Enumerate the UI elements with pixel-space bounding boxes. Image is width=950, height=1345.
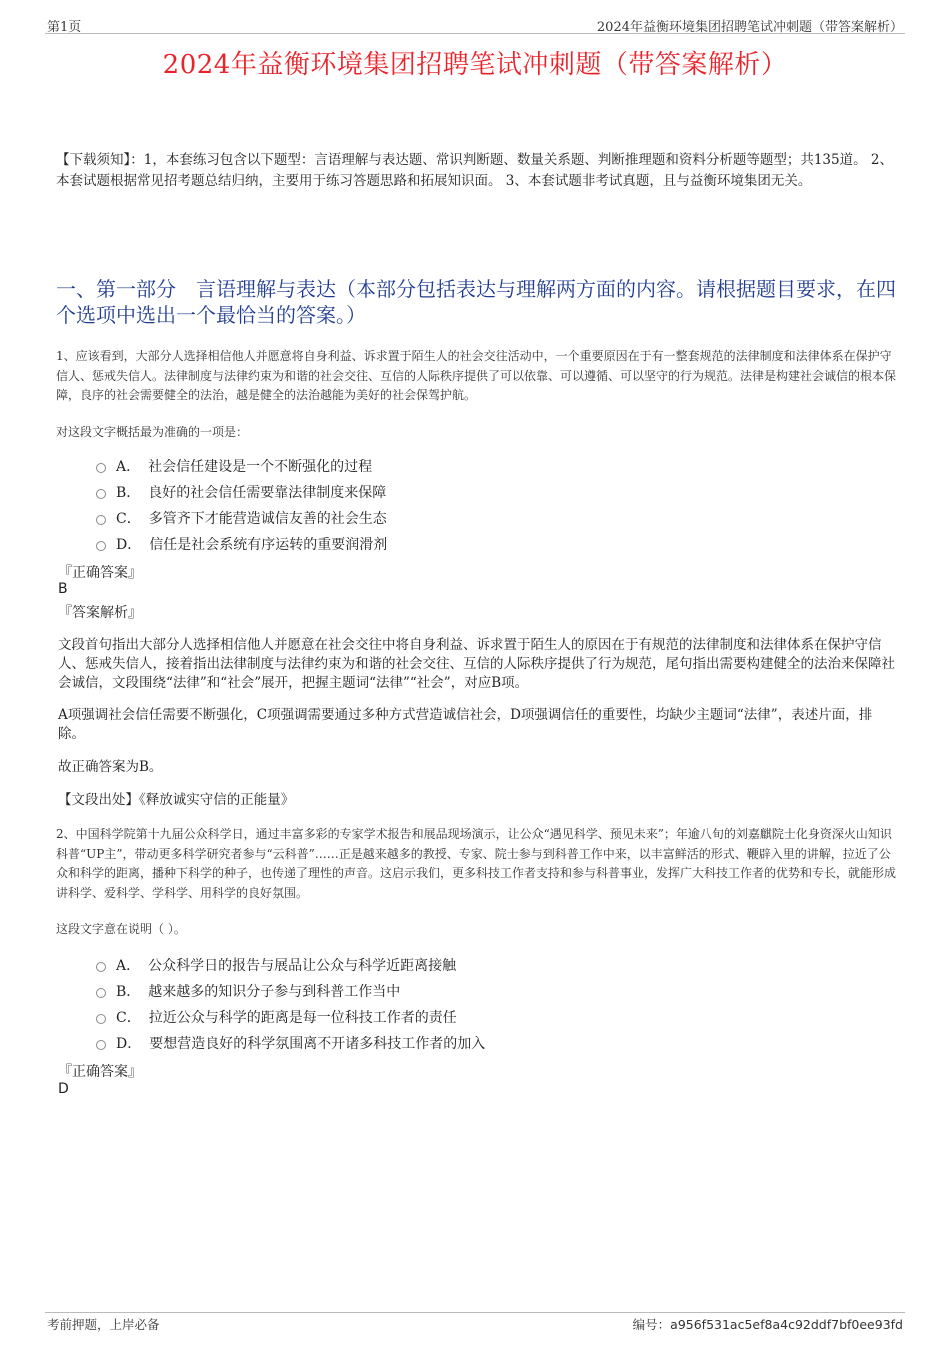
footer-divider bbox=[45, 1312, 905, 1313]
radio-icon[interactable] bbox=[96, 1014, 106, 1024]
header-page-number: 第1页 bbox=[47, 20, 82, 35]
radio-icon[interactable] bbox=[96, 463, 106, 473]
option-text: 多管齐下才能营造诚信友善的社会生态 bbox=[148, 511, 387, 527]
question-1-option-d[interactable] bbox=[96, 531, 896, 557]
header-divider bbox=[45, 33, 905, 34]
option-letter: C． bbox=[116, 511, 141, 527]
option-letter: A． bbox=[116, 459, 141, 475]
footer-code bbox=[633, 1315, 903, 1333]
option-letter: A． bbox=[116, 958, 141, 974]
question-1-analysis-label: 『答案解析』 bbox=[58, 605, 142, 621]
option-text: 越来越多的知识分子参与到科普工作当中 bbox=[148, 984, 401, 1000]
question-2-option-a[interactable] bbox=[96, 952, 896, 978]
option-letter: D． bbox=[116, 537, 142, 553]
option-letter: C． bbox=[116, 1010, 141, 1026]
question-1-option-c[interactable] bbox=[96, 505, 896, 531]
question-2-answer-label: 『正确答案』 bbox=[58, 1064, 142, 1080]
download-notice: 【下载须知】：1，本套练习包含以下题型：言语理解与表达题、常识判断题、数量关系题、判断推理题和资料分析题等题型；共135道。 2、本套试题根据常见招考题总结归纳，主要用于练习答题思路和拓展知识面。 3、本套试题非考试真题，且与益衡环境集团无关。 bbox=[56, 152, 893, 189]
radio-icon[interactable] bbox=[96, 988, 106, 998]
question-2-options bbox=[96, 952, 896, 1056]
option-text: 要想营造良好的科学氛围离不开诸多科技工作者的加入 bbox=[149, 1036, 486, 1052]
option-text: 良好的社会信任需要靠法律制度来保障 bbox=[148, 485, 387, 501]
option-text: 社会信任建设是一个不断强化的过程 bbox=[148, 459, 373, 475]
question-1-option-a[interactable] bbox=[96, 453, 896, 479]
question-2-prompt: 这段文字意在说明（ ）。 bbox=[56, 922, 186, 936]
footer-slogan: 考前押题，上岸必备 bbox=[47, 1317, 160, 1332]
radio-icon[interactable] bbox=[96, 1040, 106, 1050]
question-2-option-d[interactable] bbox=[96, 1030, 896, 1056]
radio-icon[interactable] bbox=[96, 541, 106, 551]
question-2-text: 2、中国科学院第十九届公众科学日，通过丰富多彩的专家学术报告和展品现场演示，让公众“遇见科学、预见未来”；年逾八旬的刘嘉麒院士化身资深火山知识科普“UP主”，带动更多科学研究者参与“云科普”……正是越来越多的教授、专家、院士参与到科普工作中来，以丰富鲜活的形式、鞭辟入里的讲解，拉近了公众和科学的距离，播种下科学的种子，也传递了理性的声音。这启示我们，更多科技工作者支持和参与科普事业，发挥广大科技工作者的优势和专长，就能形成讲科学、爱科学、学科学、用科学的良好氛围。 bbox=[56, 827, 897, 900]
question-2-answer: D bbox=[58, 1081, 69, 1097]
question-1-answer: B bbox=[58, 581, 68, 597]
header-doc-title: 2024年益衡环境集团招聘笔试冲刺题（带答案解析） bbox=[596, 20, 903, 35]
question-1-option-b[interactable] bbox=[96, 479, 896, 505]
footer-code-label: 编号： bbox=[632, 1317, 671, 1332]
question-1-prompt: 对这段文字概括最为准确的一项是： bbox=[56, 425, 249, 439]
radio-icon[interactable] bbox=[96, 962, 106, 972]
question-2-option-b[interactable] bbox=[96, 978, 896, 1004]
option-text: 拉近公众与科学的距离是每一位科技工作者的责任 bbox=[148, 1010, 457, 1026]
option-letter: D． bbox=[116, 1036, 142, 1052]
radio-icon[interactable] bbox=[96, 489, 106, 499]
question-2-option-c[interactable] bbox=[96, 1004, 896, 1030]
question-1-text: 1、应该看到，大部分人选择相信他人并愿意将自身利益、诉求置于陌生人的社会交往活动中，一个重要原因在于有一整套规范的法律制度和法律体系在保护守信人、惩戒失信人。法律制度与法律约束为和谐的社会交往、互信的人际秩序提供了可以依靠、可以遵循、可以坚守的行为规范。法律是构建社会诚信的根本保障，良序的社会需要健全的法治，越是健全的法治越能为美好的社会保驾护航。 bbox=[56, 349, 897, 402]
option-letter: B． bbox=[116, 984, 141, 1000]
footer-code-value: a956f531ac5ef8a4c92ddf7bf0ee93fd bbox=[670, 1317, 903, 1332]
question-1-analysis-paragraph-1: 文段首句指出大部分人选择相信他人并愿意在社会交往中将自身利益、诉求置于陌生人的原因在于有规范的法律制度和法律体系在保护守信人、惩戒失信人，接着指出法律制度与法律约束为和谐的社会交往、互信的人际秩序提供了行为规范，尾句指出需要构建健全的法治来保障社会诚信，文段围绕“法律”和“社会”展开，把握主题词“法律”“社会”，对应B项。 bbox=[58, 637, 895, 691]
question-1-options bbox=[96, 453, 896, 557]
page-title: 2024年益衡环境集团招聘笔试冲刺题（带答案解析） bbox=[162, 50, 788, 80]
option-text: 信任是社会系统有序运转的重要润滑剂 bbox=[149, 537, 388, 553]
question-1-answer-label: 『正确答案』 bbox=[58, 565, 142, 581]
section-title: 一、第一部分 言语理解与表达（本部分包括表达与理解两方面的内容。请根据题目要求，在四个选项中选出一个最恰当的答案。） bbox=[56, 277, 896, 327]
question-1-analysis-conclusion: 故正确答案为B。 bbox=[58, 759, 163, 775]
option-letter: B． bbox=[116, 485, 141, 501]
option-text: 公众科学日的报告与展品让公众与科学近距离接触 bbox=[148, 958, 457, 974]
question-1-analysis-paragraph-2: A项强调社会信任需要不断强化，C项强调需要通过多种方式营造诚信社会，D项强调信任的重要性，均缺少主题词“法律”，表述片面，排除。 bbox=[58, 707, 873, 742]
question-1-source: 【文段出处】《释放诚实守信的正能量》 bbox=[58, 792, 295, 808]
radio-icon[interactable] bbox=[96, 515, 106, 525]
